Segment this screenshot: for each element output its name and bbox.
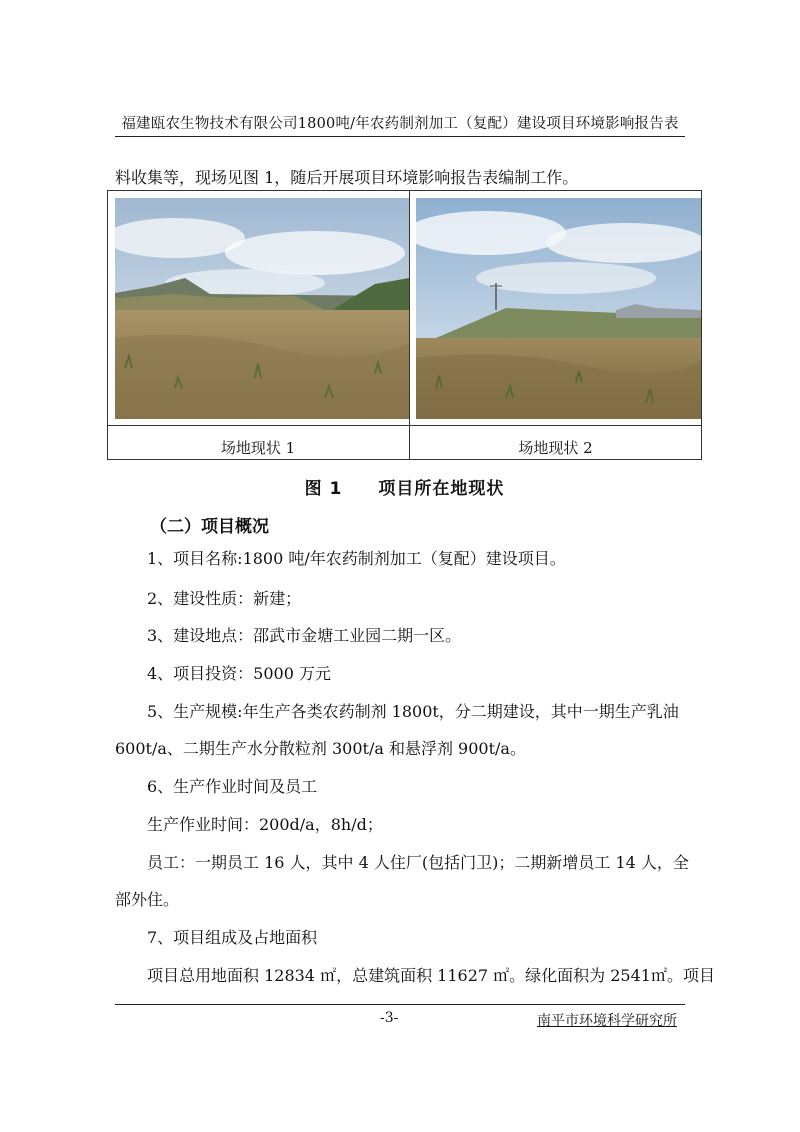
page-header: 福建瓯农生物技术有限公司1800吨/年农药制剂加工（复配）建设项目环境影响报告表 <box>121 116 679 132</box>
figure-divider-vertical <box>409 191 410 459</box>
item-nature: 2、建设性质：新建； <box>147 589 302 608</box>
intro-line: 料收集等，现场见图 1，随后开展项目环境影响报告表编制工作。 <box>115 168 579 187</box>
site-photo-1 <box>115 198 409 419</box>
footer-org: 南平市环境科学研究所 <box>537 1013 677 1029</box>
item-staff-line-2: 部外住。 <box>115 890 180 909</box>
item-work-time: 生产作业时间：200d/a，8h/d； <box>147 815 383 834</box>
figure-divider-horizontal <box>108 425 701 426</box>
figure-title: 图 1 项目所在地现状 <box>304 479 505 499</box>
item-scale-line-2: 600t/a、二期生产水分散粒剂 300t/a 和悬浮剂 900t/a。 <box>115 739 526 758</box>
item-staff-line-1: 员工：一期员工 16 人，其中 4 人住厂(包括门卫)；二期新增员工 14 人，全 <box>147 853 689 872</box>
item-project-name: 1、项目名称:1800 吨/年农药制剂加工（复配）建设项目。 <box>147 549 566 568</box>
footer-rule <box>115 1004 685 1005</box>
item-investment: 4、项目投资：5000 万元 <box>147 664 331 683</box>
section-title: （二）项目概况 <box>150 517 269 537</box>
header-rule <box>115 136 685 137</box>
item-scale-line-1: 5、生产规模:年生产各类农药制剂 1800t，分二期建设，其中一期生产乳油 <box>147 702 679 721</box>
photo-caption-2: 场地现状 2 <box>518 439 593 457</box>
item-area-line: 项目总用地面积 12834 ㎡，总建筑面积 11627 ㎡。绿化面积为 2541㎡。项目 <box>147 966 715 985</box>
site-photo-2 <box>416 198 701 419</box>
item-composition-heading: 7、项目组成及占地面积 <box>147 928 318 947</box>
photo-caption-1: 场地现状 1 <box>220 439 296 457</box>
figure-table <box>107 190 702 460</box>
page-number: -3- <box>380 1010 399 1026</box>
item-work-heading: 6、生产作业时间及员工 <box>147 777 318 796</box>
item-location: 3、建设地点：邵武市金塘工业园二期一区。 <box>147 626 462 645</box>
